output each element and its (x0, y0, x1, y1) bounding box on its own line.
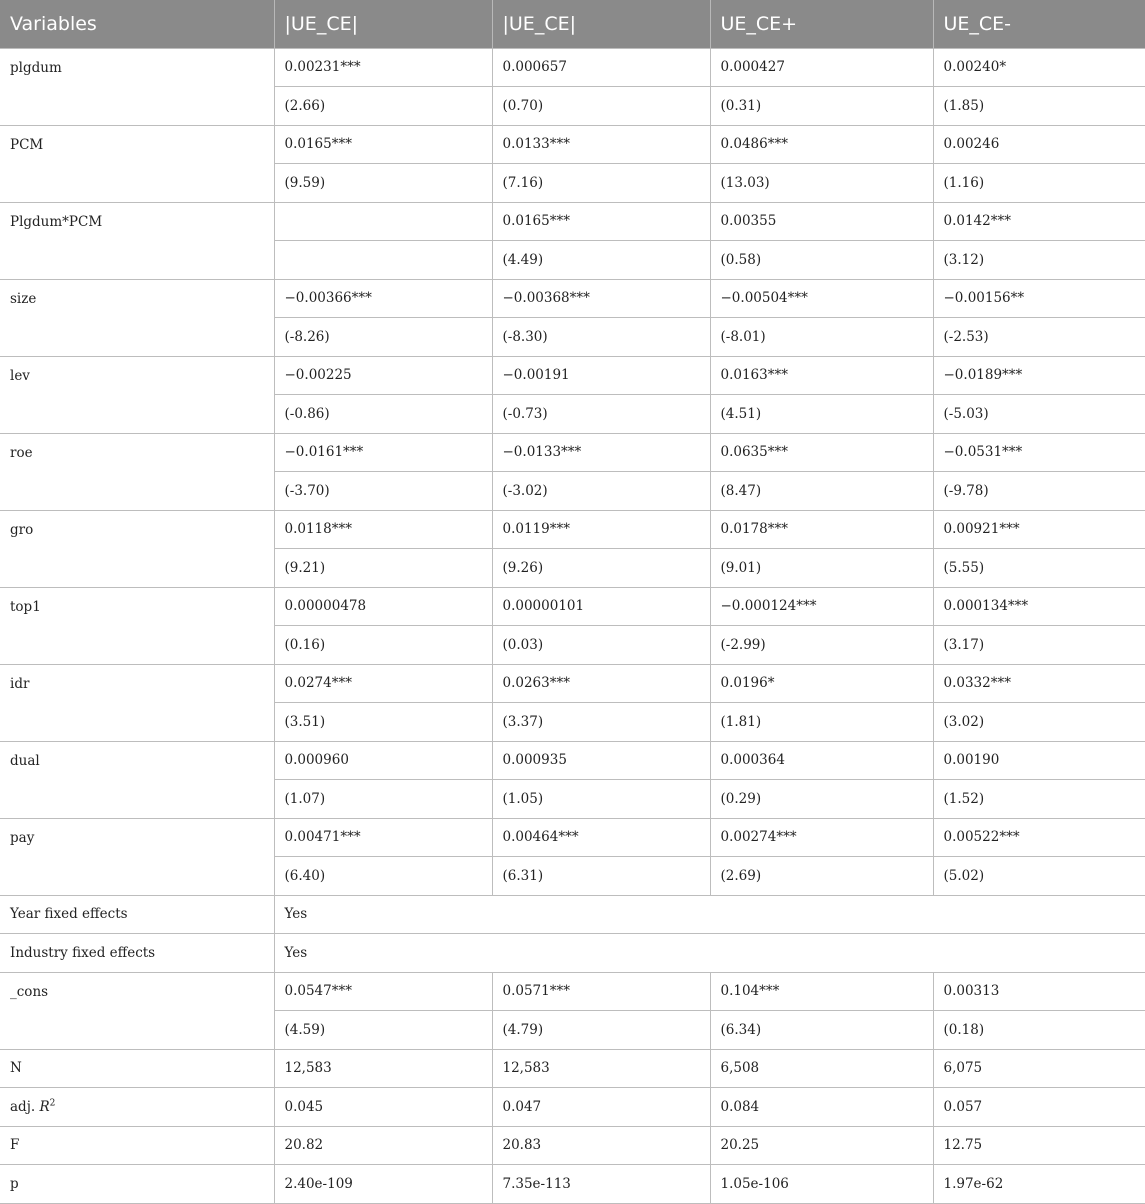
stat-value: 1.97e-62 (933, 1165, 1145, 1204)
coef-cell: 0.00000101 (492, 587, 710, 626)
t-stat-cell: (-8.01) (710, 318, 933, 357)
coef-cell: −0.00366*** (274, 279, 492, 318)
coef-cell: 0.0635*** (710, 433, 933, 472)
coef-cell: 0.000935 (492, 741, 710, 780)
coef-cell: −0.00191 (492, 356, 710, 395)
coef-cell: 0.0274*** (274, 664, 492, 703)
coef-cell: 0.00921*** (933, 510, 1145, 549)
fixed-effect-value: Yes (274, 895, 1145, 934)
t-stat-cell: (-0.73) (492, 395, 710, 434)
coef-cell: 0.0263*** (492, 664, 710, 703)
variable-name: _cons (0, 972, 274, 1049)
variable-name (0, 1049, 274, 1088)
table-row (0, 664, 1145, 703)
coef-cell: −0.0161*** (274, 433, 492, 472)
variable-name (0, 1088, 274, 1127)
stat-value: 0.047 (492, 1088, 710, 1127)
variable-name: Industry fixed effects (0, 934, 274, 973)
t-stat-cell: (7.16) (492, 164, 710, 203)
superscript: 2 (49, 1098, 56, 1109)
coef-cell: −0.00225 (274, 356, 492, 395)
t-stat-cell: (1.05) (492, 780, 710, 819)
table-row (0, 1049, 1145, 1088)
t-stat-cell (274, 241, 492, 280)
t-stat-cell: (4.51) (710, 395, 933, 434)
t-stat-cell: (0.31) (710, 87, 933, 126)
t-stat-cell: (-2.53) (933, 318, 1145, 357)
coef-cell (274, 202, 492, 241)
t-stat-cell: (5.55) (933, 549, 1145, 588)
coef-cell: 0.00471*** (274, 818, 492, 857)
table-row (0, 356, 1145, 395)
variable-name: plgdum (0, 48, 274, 125)
table-row (0, 972, 1145, 1011)
coef-cell: −0.000124*** (710, 587, 933, 626)
stat-value: 0.045 (274, 1088, 492, 1127)
t-stat-cell: (1.52) (933, 780, 1145, 819)
coef-cell: 0.0178*** (710, 510, 933, 549)
t-stat-cell: (3.02) (933, 703, 1145, 742)
coef-cell: −0.00156** (933, 279, 1145, 318)
t-stat-cell: (4.59) (274, 1011, 492, 1050)
table-row (0, 48, 1145, 87)
header-col-1: |UE_CE| (274, 0, 492, 48)
table-row (0, 1165, 1145, 1204)
t-stat-cell: (3.37) (492, 703, 710, 742)
t-stat-cell: (-3.70) (274, 472, 492, 511)
coef-cell: −0.0531*** (933, 433, 1145, 472)
variable-name: idr (0, 664, 274, 741)
table-row (0, 741, 1145, 780)
table-row (0, 125, 1145, 164)
t-stat-cell: (6.40) (274, 857, 492, 896)
coef-cell: 0.000364 (710, 741, 933, 780)
t-stat-cell: (1.85) (933, 87, 1145, 126)
coef-cell: 0.000657 (492, 48, 710, 87)
t-stat-cell: (1.16) (933, 164, 1145, 203)
t-stat-cell: (-9.78) (933, 472, 1145, 511)
stat-value: 20.82 (274, 1126, 492, 1165)
variable-name: Year fixed effects (0, 895, 274, 934)
t-stat-cell: (1.81) (710, 703, 933, 742)
header-col-3: UE_CE+ (710, 0, 933, 48)
coef-cell: 0.00355 (710, 202, 933, 241)
table-body (0, 48, 1145, 1203)
coef-cell: 0.00000478 (274, 587, 492, 626)
stat-label: F (10, 1137, 20, 1154)
coef-cell: 0.00274*** (710, 818, 933, 857)
coef-cell: −0.00368*** (492, 279, 710, 318)
variable-name: Plgdum*PCM (0, 202, 274, 279)
stat-value: 12,583 (492, 1049, 710, 1088)
coef-cell: 0.000960 (274, 741, 492, 780)
stat-value: 20.25 (710, 1126, 933, 1165)
table-row (0, 895, 1145, 934)
t-stat-cell: (-0.86) (274, 395, 492, 434)
header-col-4: UE_CE- (933, 0, 1145, 48)
t-stat-cell: (3.12) (933, 241, 1145, 280)
coef-cell: −0.00504*** (710, 279, 933, 318)
header-variables: Variables (0, 0, 274, 48)
coef-cell: 0.00522*** (933, 818, 1145, 857)
coef-cell: 0.0165*** (492, 202, 710, 241)
t-stat-cell: (-5.03) (933, 395, 1145, 434)
t-stat-cell: (2.69) (710, 857, 933, 896)
coef-cell: 0.0547*** (274, 972, 492, 1011)
stat-value: 6,508 (710, 1049, 933, 1088)
t-stat-cell: (0.03) (492, 626, 710, 665)
table-row (0, 202, 1145, 241)
stat-value: 12.75 (933, 1126, 1145, 1165)
header-col-2: |UE_CE| (492, 0, 710, 48)
table-row (0, 1088, 1145, 1127)
table-row (0, 934, 1145, 973)
variable-name: dual (0, 741, 274, 818)
t-stat-cell: (3.17) (933, 626, 1145, 665)
coef-cell: 0.00246 (933, 125, 1145, 164)
variable-name: gro (0, 510, 274, 587)
t-stat-cell: (9.21) (274, 549, 492, 588)
stat-value: 6,075 (933, 1049, 1145, 1088)
stat-label-prefix: adj. (10, 1098, 40, 1115)
t-stat-cell: (0.70) (492, 87, 710, 126)
coef-cell: 0.0119*** (492, 510, 710, 549)
coef-cell: −0.0133*** (492, 433, 710, 472)
coef-cell: 0.00190 (933, 741, 1145, 780)
t-stat-cell: (0.18) (933, 1011, 1145, 1050)
t-stat-cell: (9.26) (492, 549, 710, 588)
t-stat-cell: (4.49) (492, 241, 710, 280)
stat-label-r: R (39, 1098, 50, 1115)
table-row (0, 818, 1145, 857)
variable-name (0, 1126, 274, 1165)
t-stat-cell: (-3.02) (492, 472, 710, 511)
t-stat-cell: (13.03) (710, 164, 933, 203)
t-stat-cell: (4.79) (492, 1011, 710, 1050)
stat-value: 1.05e-106 (710, 1165, 933, 1204)
coef-cell: 0.0118*** (274, 510, 492, 549)
table-row (0, 433, 1145, 472)
variable-name: PCM (0, 125, 274, 202)
table-row (0, 510, 1145, 549)
coef-cell: 0.00240* (933, 48, 1145, 87)
coef-cell: 0.0142*** (933, 202, 1145, 241)
stat-value: 20.83 (492, 1126, 710, 1165)
variable-name (0, 1165, 274, 1204)
coef-cell: −0.0189*** (933, 356, 1145, 395)
t-stat-cell: (-8.30) (492, 318, 710, 357)
t-stat-cell: (-8.26) (274, 318, 492, 357)
t-stat-cell: (2.66) (274, 87, 492, 126)
t-stat-cell: (6.34) (710, 1011, 933, 1050)
variable-name: roe (0, 433, 274, 510)
coef-cell: 0.000134*** (933, 587, 1145, 626)
stat-label: N (10, 1060, 22, 1077)
stat-label: p (10, 1175, 19, 1192)
t-stat-cell: (3.51) (274, 703, 492, 742)
coef-cell: 0.104*** (710, 972, 933, 1011)
stat-label (10, 1099, 50, 1115)
coef-cell: 0.00464*** (492, 818, 710, 857)
fixed-effect-value: Yes (274, 934, 1145, 973)
stat-value: 0.057 (933, 1088, 1145, 1127)
t-stat-cell: (5.02) (933, 857, 1145, 896)
t-stat-cell: (0.29) (710, 780, 933, 819)
table-row (0, 279, 1145, 318)
coef-cell: 0.0332*** (933, 664, 1145, 703)
table-row (0, 1126, 1145, 1165)
t-stat-cell: (8.47) (710, 472, 933, 511)
coef-cell: 0.0571*** (492, 972, 710, 1011)
header-row (0, 0, 1145, 48)
variable-name: top1 (0, 587, 274, 664)
coef-cell: 0.0165*** (274, 125, 492, 164)
coef-cell: 0.00231*** (274, 48, 492, 87)
coef-cell: 0.00313 (933, 972, 1145, 1011)
t-stat-cell: (0.58) (710, 241, 933, 280)
coef-cell: 0.0486*** (710, 125, 933, 164)
t-stat-cell: (9.59) (274, 164, 492, 203)
variable-name: pay (0, 818, 274, 895)
t-stat-cell: (1.07) (274, 780, 492, 819)
t-stat-cell: (6.31) (492, 857, 710, 896)
t-stat-cell: (-2.99) (710, 626, 933, 665)
t-stat-cell: (9.01) (710, 549, 933, 588)
coef-cell: 0.000427 (710, 48, 933, 87)
table-row (0, 587, 1145, 626)
stat-value: 7.35e-113 (492, 1165, 710, 1204)
variable-name: lev (0, 356, 274, 433)
variable-name: size (0, 279, 274, 356)
coef-cell: 0.0163*** (710, 356, 933, 395)
stat-value: 2.40e-109 (274, 1165, 492, 1204)
stat-value: 0.084 (710, 1088, 933, 1127)
coef-cell: 0.0133*** (492, 125, 710, 164)
t-stat-cell: (0.16) (274, 626, 492, 665)
table-header (0, 0, 1145, 48)
stat-value: 12,583 (274, 1049, 492, 1088)
coef-cell: 0.0196* (710, 664, 933, 703)
